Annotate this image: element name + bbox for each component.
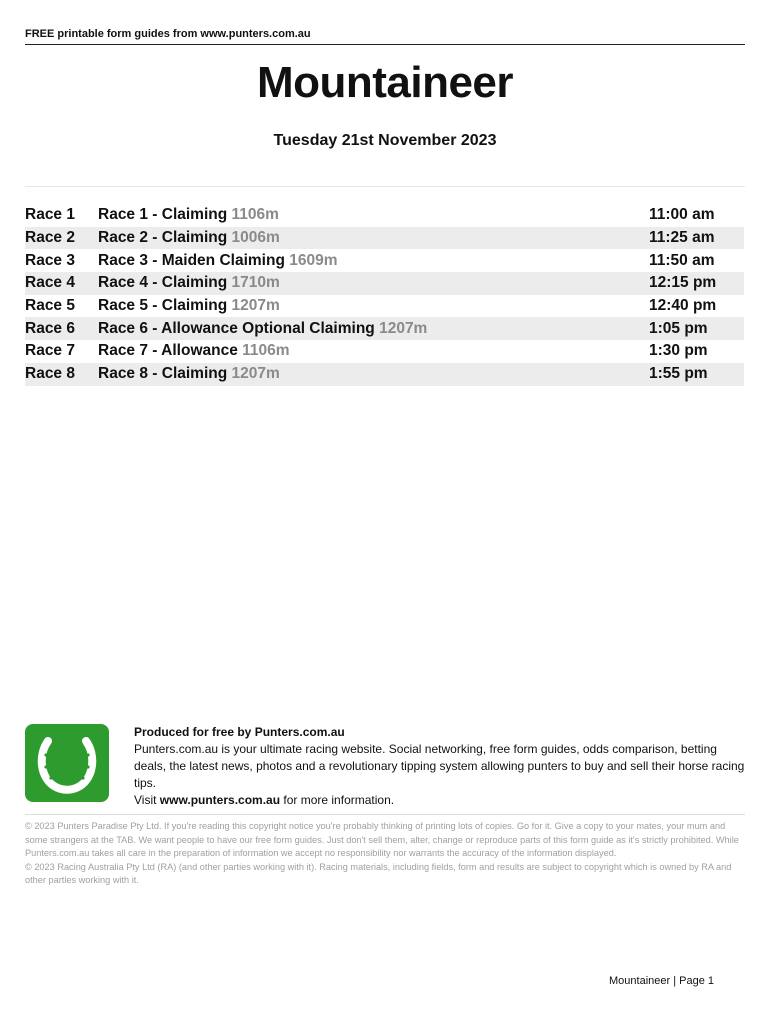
race-row: [25, 317, 744, 340]
race-time: 1:30 pm: [649, 342, 708, 360]
race-name: Race 5 - Claiming: [98, 297, 228, 315]
race-distance: 1710m: [231, 274, 280, 292]
copyright-racing-australia: © 2023 Racing Australia Pty Ltd (RA) (and other parties working with it). Racing materials, including fields, form and results are subject to copyright which is owned by RA and other parties working with it.: [25, 861, 732, 886]
race-list: [25, 204, 744, 386]
visit-suffix: for more information.: [280, 793, 395, 807]
promo-heading: Produced for free by Punters.com.au: [134, 725, 345, 739]
race-number: Race 3: [25, 251, 75, 269]
race-distance: 1006m: [231, 229, 280, 247]
copyright-notice: [25, 820, 745, 888]
race-distance: 1207m: [231, 297, 280, 315]
race-number: Race 4: [25, 274, 75, 292]
page-title: Mountaineer: [256, 58, 514, 107]
promo-body: Punters.com.au is your ultimate racing website. Social networking, free form guides, odds comparison, betting deals, the latest news, photos and a revolutionary tipping system allowing punters to buy and sell their horse racing tips.: [134, 742, 745, 790]
race-name: Race 8 - Claiming: [98, 365, 228, 383]
race-title: [98, 252, 649, 270]
race-number: Race 1: [25, 206, 75, 224]
race-time: 11:00 am: [649, 206, 715, 224]
race-name: Race 1 - Claiming: [98, 206, 228, 224]
race-title: [98, 297, 649, 315]
promo-visit: [134, 792, 746, 809]
race-name: Race 6 - Allowance Optional Claiming: [98, 319, 375, 337]
race-title: [98, 274, 649, 292]
copyright-punters: © 2023 Punters Paradise Pty Ltd. If you're reading this copyright notice you're probably thinking of printing lots of copies. Go for it. Give a copy to your mates, your mum and some strangers at the TAB. We want people to have our free form guides. Just don't sell them, alter, change or reproduce parts of this form guide as it's strictly prohibited. While Punters.com.au takes all care in the preparation of information we accept no responsibility nor warrants the accuracy of the information displayed.: [25, 821, 739, 859]
race-distance: 1207m: [231, 365, 280, 383]
race-name: Race 3 - Maiden Claiming: [98, 251, 285, 269]
race-time: 1:05 pm: [649, 319, 708, 337]
race-number: Race 5: [25, 297, 75, 315]
divider: [25, 186, 745, 187]
race-title: [98, 320, 649, 338]
race-title: [98, 365, 649, 383]
race-distance: 1106m: [242, 342, 290, 360]
race-time: 12:15 pm: [649, 274, 717, 292]
race-row: [25, 249, 744, 272]
punters-link[interactable]: www.punters.com.au: [159, 793, 281, 807]
meeting-date: Tuesday 21st November 2023: [273, 132, 497, 149]
race-row: [25, 295, 744, 318]
race-number: Race 6: [25, 319, 75, 337]
visit-prefix: Visit: [134, 793, 160, 807]
race-row: [25, 363, 744, 386]
site-tagline: FREE printable form guides from www.punters.com.au: [25, 28, 745, 45]
race-number: Race 7: [25, 342, 75, 360]
race-name: Race 4 - Claiming: [98, 274, 228, 292]
race-time: 12:40 pm: [649, 297, 717, 315]
horseshoe-icon: [34, 731, 100, 795]
divider: [25, 814, 745, 815]
race-name: Race 2 - Claiming: [98, 229, 228, 247]
race-distance: 1609m: [289, 251, 338, 269]
race-title: [98, 229, 649, 247]
race-title: [98, 342, 649, 360]
page-footer: Mountaineer | Page 1: [609, 975, 714, 987]
race-distance: 1207m: [379, 319, 428, 337]
race-row: [25, 272, 744, 295]
race-row: [25, 204, 744, 227]
punters-logo[interactable]: [25, 724, 109, 802]
race-time: 11:50 am: [649, 251, 715, 269]
race-time: 11:25 am: [649, 229, 715, 247]
promo-text: [134, 724, 746, 809]
race-name: Race 7 - Allowance: [98, 342, 238, 360]
race-number: Race 8: [25, 365, 75, 383]
race-time: 1:55 pm: [649, 365, 708, 383]
race-number: Race 2: [25, 229, 75, 247]
race-row: [25, 227, 744, 250]
race-title: [98, 206, 649, 224]
race-distance: 1106m: [231, 206, 279, 224]
race-row: [25, 340, 744, 363]
